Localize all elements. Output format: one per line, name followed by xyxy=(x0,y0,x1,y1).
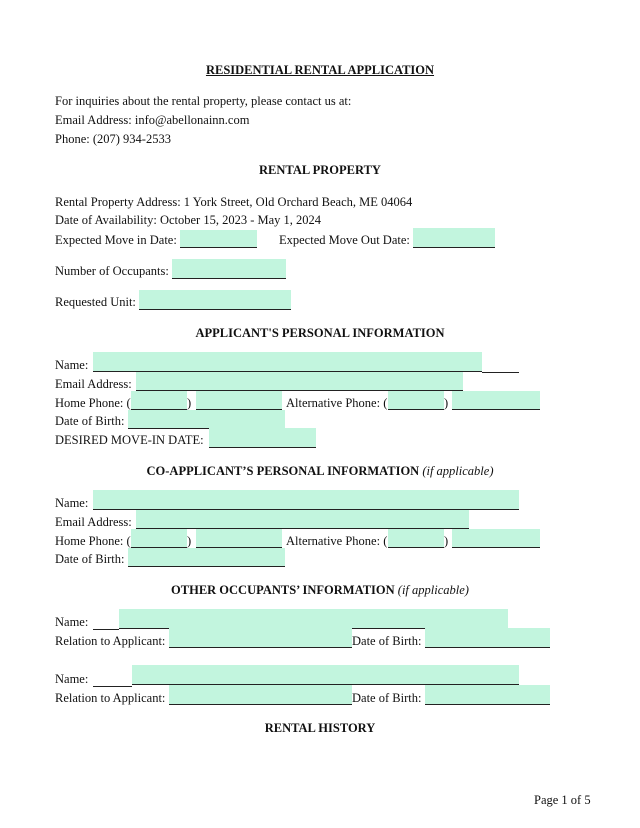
applicant-dob-label: Date of Birth: xyxy=(55,414,125,428)
applicant-name-label: Name: xyxy=(55,358,89,372)
applicant-home-phone-area[interactable] xyxy=(131,391,187,410)
co-applicant-alt-phone-area[interactable] xyxy=(388,529,444,548)
applicant-alt-phone-area[interactable] xyxy=(388,391,444,410)
occupants-label: Number of Occupants: xyxy=(55,264,169,278)
occupant-1-relation-field[interactable] xyxy=(169,628,352,648)
applicant-heading: APPLICANT'S PERSONAL INFORMATION xyxy=(195,326,445,340)
contact-email: Email Address: info@abellonainn.com xyxy=(55,113,250,127)
co-applicant-home-phone-label: Home Phone: ( xyxy=(55,534,131,548)
occupant-1-dob-label: Date of Birth: xyxy=(352,634,422,648)
co-applicant-name-label: Name: xyxy=(55,496,89,510)
co-applicant-heading: CO-APPLICANT’S PERSONAL INFORMATION (if applicable) xyxy=(146,464,494,478)
occupant-1-name-underline xyxy=(93,628,119,630)
applicant-alt-phone-label: Alternative Phone: ( xyxy=(286,396,388,410)
co-applicant-home-phone-area[interactable] xyxy=(131,529,187,548)
applicant-name-underline xyxy=(482,371,519,373)
contact-phone: Phone: (207) 934-2533 xyxy=(55,132,171,146)
co-applicant-alt-phone-number[interactable] xyxy=(452,529,540,548)
availability-dates: Date of Availability: October 15, 2023 - May 1, 2024 xyxy=(55,213,322,227)
move-out-label: Expected Move Out Date: xyxy=(279,233,410,247)
occupant-2-name-label: Name: xyxy=(55,672,89,686)
rental-history-heading: RENTAL HISTORY xyxy=(264,721,376,735)
property-address: Rental Property Address: 1 York Street, Old Orchard Beach, ME 04064 xyxy=(55,195,413,209)
co-applicant-email-field[interactable] xyxy=(136,510,469,529)
occupant-2-name-field[interactable] xyxy=(132,665,519,685)
move-in-date-field[interactable] xyxy=(180,230,257,248)
occupant-2-relation-field[interactable] xyxy=(169,685,352,705)
occupants-field[interactable] xyxy=(172,259,286,279)
paren-close: ) xyxy=(187,534,192,548)
document-title: RESIDENTIAL RENTAL APPLICATION xyxy=(205,63,435,77)
applicant-home-phone-number[interactable] xyxy=(196,391,282,410)
move-in-label: Expected Move in Date: xyxy=(55,233,177,247)
occupant-2-dob-label: Date of Birth: xyxy=(352,691,422,705)
applicant-dob-field[interactable] xyxy=(128,410,285,429)
requested-unit-field[interactable] xyxy=(139,290,291,310)
co-applicant-dob-field[interactable] xyxy=(128,548,285,567)
page-number: Page 1 of 5 xyxy=(534,793,591,807)
occupant-1-relation-label: Relation to Applicant: xyxy=(55,634,166,648)
heading-note: (if applicable) xyxy=(422,464,494,478)
applicant-email-label: Email Address: xyxy=(55,377,132,391)
co-applicant-dob-label: Date of Birth: xyxy=(55,552,125,566)
rental-property-heading: RENTAL PROPERTY xyxy=(259,163,381,177)
paren-close: ) xyxy=(187,396,192,410)
desired-move-in-label: DESIRED MOVE-IN DATE: xyxy=(55,433,204,447)
applicant-name-field[interactable] xyxy=(93,352,482,372)
applicant-email-field[interactable] xyxy=(136,372,463,391)
move-out-date-field[interactable] xyxy=(413,228,495,248)
co-applicant-home-phone-number[interactable] xyxy=(196,529,282,548)
occupant-2-relation-label: Relation to Applicant: xyxy=(55,691,166,705)
co-applicant-name-field[interactable] xyxy=(93,490,519,510)
applicant-alt-phone-number[interactable] xyxy=(452,391,540,410)
paren-close: ) xyxy=(444,396,449,410)
occupant-1-name-label: Name: xyxy=(55,615,89,629)
occupant-2-dob-field[interactable] xyxy=(425,685,550,705)
paren-close: ) xyxy=(444,534,449,548)
desired-move-in-field[interactable] xyxy=(209,428,316,448)
requested-unit-label: Requested Unit: xyxy=(55,295,136,309)
intro-line: For inquiries about the rental property, please contact us at: xyxy=(55,94,352,108)
co-applicant-alt-phone-label: Alternative Phone: ( xyxy=(286,534,388,548)
occupant-1-dob-field[interactable] xyxy=(425,628,550,648)
heading-note: (if applicable) xyxy=(397,583,469,597)
co-applicant-email-label: Email Address: xyxy=(55,515,132,529)
applicant-home-phone-label: Home Phone: ( xyxy=(55,396,131,410)
other-occupants-heading: OTHER OCCUPANTS’ INFORMATION (if applicable) xyxy=(171,583,469,597)
occupant-1-name-field[interactable] xyxy=(119,609,508,629)
occupant-2-name-underline xyxy=(93,685,132,687)
